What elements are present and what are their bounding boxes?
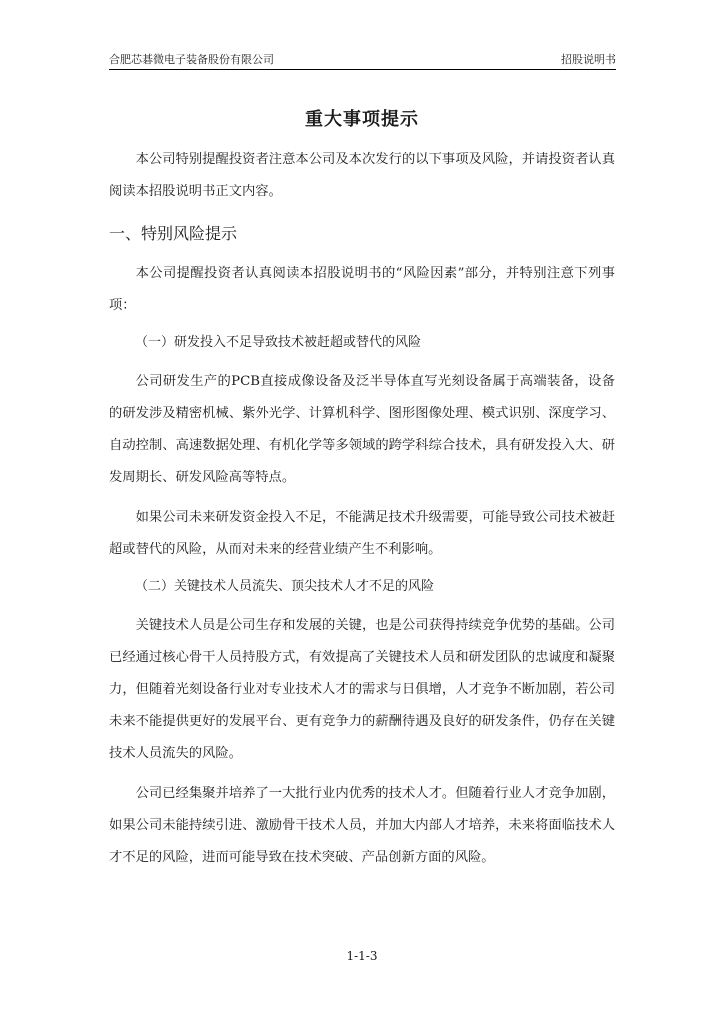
- rd-risk-paragraph-2: 如果公司未来研发资金投入不足，不能满足技术升级需要，可能导致公司技术被赶超或替代的风险，从而对未来的经营业绩产生不利影响。: [109, 510, 615, 557]
- rd-risk-paragraph-1: 公司研发生产的PCB直接成像设备及泛半导体直写光刻设备属于高端装备，设备的研发涉及精密机械、紫外光学、计算机科学、图形图像处理、模式识别、深度学习、自动控制、高速数据处理、有机化学等多领域的跨学科综合技术，具有研发投入大、研发周期长、研发风险高等特点。: [109, 374, 615, 485]
- section-heading-special-risks: 一、特别风险提示: [109, 224, 238, 243]
- document-body: [109, 144, 615, 882]
- header-document-type: 招股说明书: [561, 53, 616, 66]
- header-company-name: 合肥芯碁微电子装备股份有限公司: [109, 53, 274, 66]
- talent-risk-paragraph-2: 公司已经集聚并培养了一大批行业内优秀的技术人才。但随着行业人才竞争加剧，如果公司未能持续引进、激励骨干技术人员，并加大内部人才培养，未来将面临技术人才不足的风险，进而可能导致在技术突破、产品创新方面的风险。: [109, 786, 615, 865]
- section-intro-paragraph: 本公司提醒投资者认真阅读本招股说明书的“风险因素”部分，并特别注意下列事项：: [109, 266, 615, 313]
- page-number: 1-1-3: [346, 949, 378, 963]
- talent-risk-paragraph-1: 关键技术人员是公司生存和发展的关键，也是公司获得持续竞争优势的基础。公司已经通过核心骨干人员持股方式，有效提高了关键技术人员和研发团队的忠诚度和凝聚力，但随着光刻设备行业对专业技术人才的需求与日俱增，人才竞争不断加剧，若公司未来不能提供更好的发展平台、更有竞争力的薪酬待遇及良好的研发条件，仍存在关键技术人员流失的风险。: [109, 618, 615, 761]
- subsection-heading-talent-risk: （二）关键技术人员流失、顶尖技术人才不足的风险: [135, 579, 435, 594]
- intro-paragraph: 本公司特别提醒投资者注意本公司及本次发行的以下事项及风险，并请投资者认真阅读本招股说明书正文内容。: [109, 152, 615, 199]
- subsection-heading-rd-risk: （一）研发投入不足导致技术被赶超或替代的风险: [135, 335, 422, 350]
- document-title: 重大事项提示: [305, 109, 419, 130]
- page-header: [109, 49, 616, 70]
